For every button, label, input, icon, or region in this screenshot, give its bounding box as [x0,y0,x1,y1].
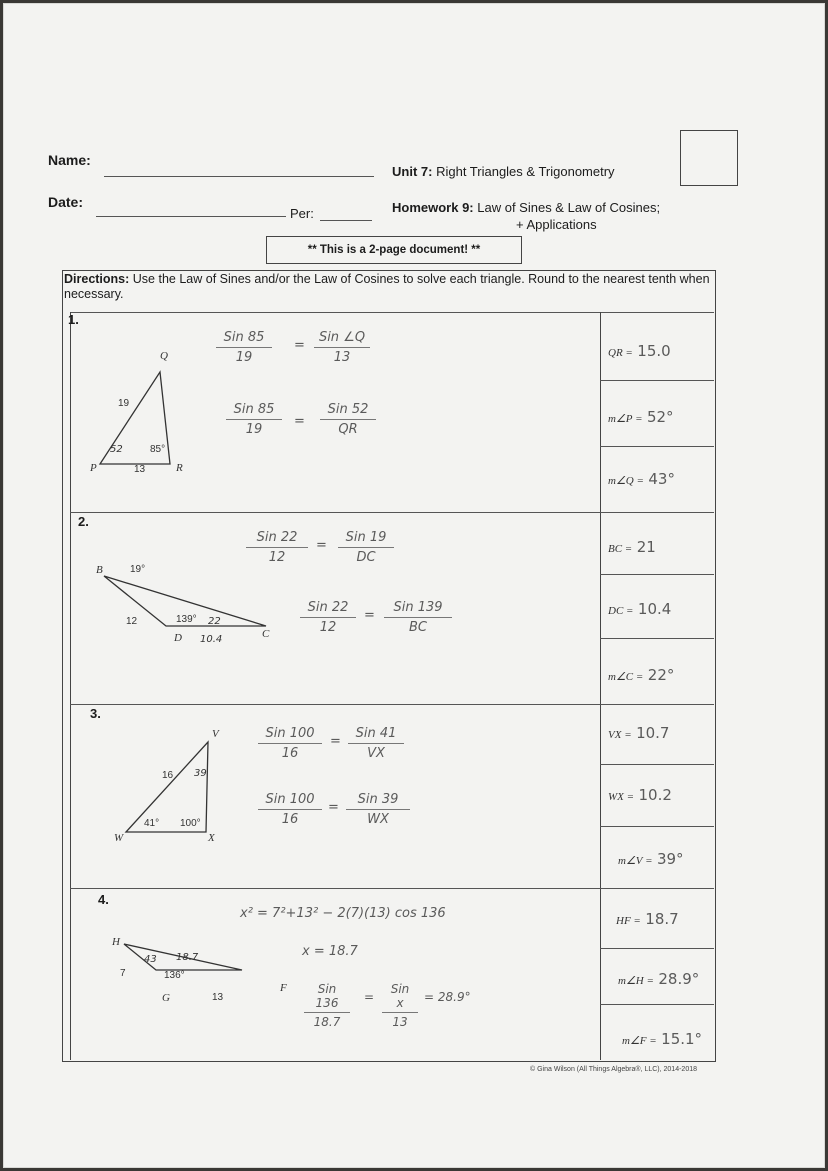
answer-bc [608,538,656,557]
numerator: Sin 139 [384,600,452,618]
equals-sign: = [364,990,375,1004]
equals-sign: = [294,338,305,353]
denominator: VX [367,746,385,761]
answer-value: 22° [647,666,675,684]
answer-angle-h [618,970,699,989]
vertex-label: X [208,832,215,844]
vertex-label: F [280,982,287,994]
problem-number: 3. [90,706,101,721]
angle-label: 52 [110,444,123,455]
denominator: WX [367,812,389,827]
work-fraction [348,726,404,761]
answer-angle-p [608,408,674,427]
work-fraction [300,600,356,635]
name-label: Name: [48,152,91,168]
work-fraction [382,982,418,1029]
side-label: 10.4 [200,634,223,645]
unit-title [392,164,615,179]
denominator: 12 [268,550,286,565]
side-label: 13 [134,464,146,475]
directions-text: Use the Law of Sines and/or the Law of Cosines to solve each triangle. Round to the nearest tenth when necessary. [64,272,710,301]
side-label: 12 [126,616,138,627]
answer-value: 21 [636,538,656,556]
equals-sign: = [330,734,341,749]
answer-wx [608,786,672,805]
denominator: 16 [281,812,299,827]
numerator: Sin 85 [216,330,272,348]
answer-divider [600,638,714,639]
answer-label: m∠F = [622,1035,657,1047]
vertex-label: C [262,628,270,640]
answer-angle-f [622,1030,702,1049]
answer-label: m∠C = [608,671,644,683]
copyright: © Gina Wilson (All Things Algebra®, LLC), 2014-2018 [530,1066,697,1073]
directions-divider [70,312,714,313]
numerator: Sin 52 [320,402,376,420]
side-label: 16 [162,770,174,781]
answer-value: 10.7 [636,724,670,742]
denominator: BC [409,620,427,635]
homework-title [392,200,660,215]
work-fraction [346,792,410,827]
vertex-label: H [112,936,120,948]
work-fraction [338,530,394,565]
equals-sign: = [294,414,305,429]
answer-divider [600,1004,714,1005]
directions-label: Directions: [64,272,130,286]
answer-value: 52° [646,408,674,426]
answer-label: m∠V = [618,855,653,867]
unit-label: Unit 7: [392,164,433,179]
vertex-label: D [174,632,182,644]
answer-value: 10.4 [637,600,672,618]
vertex-label: G [162,992,170,1004]
angle-label: 19° [130,564,146,575]
work-fraction [314,330,370,365]
answer-value: 15.1° [661,1030,703,1048]
denominator: 18.7 [313,1015,341,1029]
problem-number: 1. [68,312,79,327]
side-label: 18.7 [176,952,199,963]
answer-label: BC = [608,543,633,555]
side-label: 13 [212,992,224,1003]
date-line [96,216,286,217]
homework-name: Law of Sines & Law of Cosines; [477,200,661,215]
answer-label: m∠Q = [608,475,644,487]
answer-dc [608,600,671,619]
homework-label: Homework 9: [392,200,474,215]
numerator: Sin 22 [300,600,356,618]
numerator: Sin x [382,982,418,1013]
answer-divider [600,446,714,447]
work-fraction [226,402,282,437]
answer-vx [608,724,669,743]
answer-divider [600,764,714,765]
answer-label: m∠H = [618,975,654,987]
numerator: Sin 85 [226,402,282,420]
work-fraction [320,402,376,437]
angle-label: 85° [150,444,166,455]
answer-label: VX = [608,729,632,741]
problem-number: 2. [78,514,89,529]
numerator: Sin 41 [348,726,404,744]
answer-divider [600,948,714,949]
work-fraction [304,982,350,1029]
answer-value: 18.7 [645,910,679,928]
answer-value: 39° [656,850,684,868]
unit-name: Right Triangles & Trigonometry [436,164,615,179]
side-result: x = 18.7 [302,944,358,959]
vertex-label: B [96,564,103,576]
denominator: QR [338,422,358,437]
problem-number: 4. [98,892,109,907]
answer-value: 10.2 [638,786,672,804]
numerator: Sin 100 [258,726,322,744]
equals-sign: = [328,800,339,815]
work-fraction [246,530,308,565]
answer-label: HF = [616,915,641,927]
work-fraction [384,600,452,635]
angle-label: 139° [176,614,197,625]
numerator: Sin ∠Q [314,330,370,348]
name-line [104,176,374,177]
answer-label: WX = [608,791,635,803]
vertex-label: R [176,462,183,474]
vertex-label: W [114,832,124,844]
answer-value: 43° [648,470,675,488]
numerator: Sin 22 [246,530,308,548]
answer-divider [600,380,714,381]
denominator: 13 [392,1015,408,1029]
score-box [680,130,738,186]
vertex-label: V [212,728,219,740]
denominator: 12 [319,620,337,635]
numerator: Sin 19 [338,530,394,548]
work-fraction [216,330,272,365]
answer-value: 28.9° [658,970,700,988]
numerator: Sin 39 [346,792,410,810]
numerator: Sin 136 [304,982,350,1013]
denominator: 19 [245,422,263,437]
side-label: 19 [118,398,130,409]
period-label: Per: [290,206,314,221]
denominator: 13 [333,350,351,365]
equals-sign: = [364,608,375,623]
angle-label: 39 [194,768,207,779]
denominator: 19 [235,350,253,365]
answer-divider [600,574,714,575]
answer-angle-v [618,850,684,869]
answer-qr [608,342,671,361]
homework-subtitle: + Applications [516,217,597,232]
denominator: 16 [281,746,299,761]
work-fraction [258,792,322,827]
angle-label: 100° [180,818,201,829]
law-of-cosines-equation: x² = 7²+13² − 2(7)(13) cos 136 [240,906,446,921]
answer-value: 15.0 [637,342,671,360]
angle-result: = 28.9° [424,990,471,1004]
answer-label: QR = [608,347,633,359]
period-line [320,220,372,221]
work-fraction [258,726,322,761]
angle-label: 22 [208,616,221,627]
vertex-label: Q [160,350,168,362]
date-label: Date: [48,194,84,210]
answer-angle-q [608,470,675,489]
denominator: DC [356,550,376,565]
side-label: 7 [120,968,126,979]
equals-sign: = [316,538,327,553]
angle-label: 41° [144,818,160,829]
numerator: Sin 100 [258,792,322,810]
angle-label: 136° [164,970,185,981]
answer-hf [616,910,679,929]
vertex-label: P [90,462,97,474]
angle-label: 43 [144,954,157,965]
answer-angle-c [608,666,674,685]
page-notice: ** This is a 2-page document! ** [266,236,522,264]
answer-label: m∠P = [608,413,643,425]
answer-label: DC = [608,605,634,617]
worksheet-page [4,4,824,1167]
answer-divider [600,826,714,827]
